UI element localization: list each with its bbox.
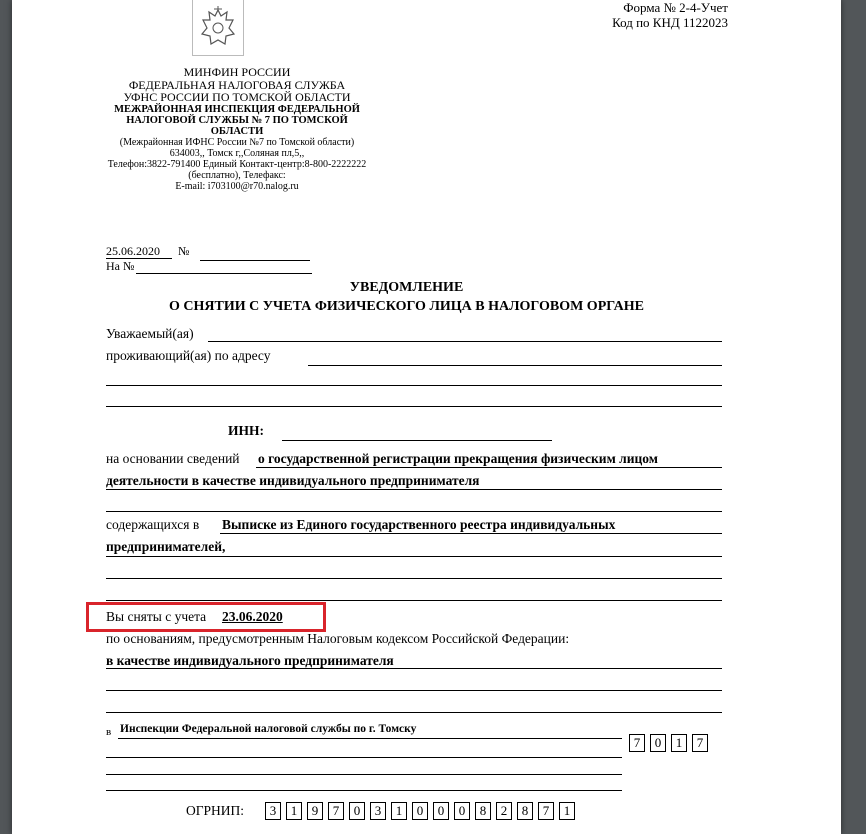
- removal-date: 23.06.2020: [222, 609, 283, 624]
- ministry-name: МИНФИН РОССИИ: [183, 65, 291, 79]
- inspection-line-1: МЕЖРАЙОННАЯ ИНСПЕКЦИЯ ФЕДЕРАЛЬНОЙ: [114, 103, 360, 115]
- ogrnip-digit: 8: [475, 802, 491, 820]
- removed-label: Вы сняты с учета: [106, 609, 207, 624]
- knd-code: Код по КНД 1122023: [612, 15, 728, 30]
- ogrnip-digit: 0: [433, 802, 449, 820]
- ogrnip-digit: 8: [517, 802, 533, 820]
- inspection-fax: (бесплатно), Телефакс:: [188, 169, 286, 181]
- service-name: ФЕДЕРАЛЬНАЯ НАЛОГОВАЯ СЛУЖБА: [128, 77, 346, 92]
- authority-block: [72, 66, 402, 192]
- ogrnip-digit: 7: [538, 802, 554, 820]
- number-label: №: [178, 244, 190, 258]
- ogrnip-digit: 7: [328, 802, 344, 820]
- inspection-line-2: НАЛОГОВОЙ СЛУЖБЫ № 7 ПО ТОМСКОЙ: [126, 114, 348, 126]
- ogrnip-digit: 3: [265, 802, 281, 820]
- address-label: проживающий(ая) по адресу: [106, 348, 271, 363]
- basis-line-1: о государственной регистрации прекращения физическим лицом: [258, 451, 658, 466]
- grounds-text: по основаниям, предусмотренным Налоговым кодексом Российской Федерации:: [106, 631, 570, 646]
- inspection-address: 634003,, Томск г,,Соляная пл,5,,: [169, 147, 305, 159]
- document-date: 25.06.2020: [106, 244, 160, 258]
- ogrnip-label: ОГРНИП:: [186, 803, 245, 818]
- reference-label: На №: [106, 259, 135, 273]
- form-identifier: [612, 0, 728, 30]
- contained-line-2: предпринимателей,: [106, 539, 226, 554]
- ogrnip-digit: 2: [496, 802, 512, 820]
- inspection-line-3: ОБЛАСТИ: [210, 125, 264, 137]
- basis-label: на основании сведений: [106, 451, 240, 466]
- ogrnip-digit: 9: [307, 802, 323, 820]
- in-label: в: [106, 726, 112, 738]
- dear-label: Уважаемый(ая): [106, 326, 194, 341]
- regional-office: УФНС РОССИИ ПО ТОМСКОЙ ОБЛАСТИ: [123, 90, 351, 104]
- ogrnip-digit: 1: [286, 802, 302, 820]
- capacity-text: в качестве индивидуального предпринимателя: [106, 653, 394, 668]
- document-title: УВЕДОМЛЕНИЕ: [349, 280, 464, 295]
- ogrnip-digit: 1: [391, 802, 407, 820]
- contained-label: содержащихся в: [106, 517, 200, 532]
- inspection-name: Инспекции Федеральной налоговой службы по г. Томску: [120, 723, 417, 735]
- ogrnip-digit: 0: [412, 802, 428, 820]
- document-subtitle: О СНЯТИИ С УЧЕТА ФИЗИЧЕСКОГО ЛИЦА В НАЛОГОВОМ ОРГАНЕ: [169, 299, 644, 314]
- contained-line-1: Выписке из Единого государственного реестра индивидуальных: [222, 517, 616, 532]
- form-number: Форма № 2-4-Учет: [623, 0, 728, 15]
- code-digit: 0: [650, 734, 666, 752]
- ogrnip-digit: 0: [454, 802, 470, 820]
- inspection-code: [630, 734, 708, 752]
- coat-of-arms-icon: [192, 0, 244, 56]
- document-page: [12, 0, 841, 834]
- code-digit: 7: [629, 734, 645, 752]
- inspection-phone: Телефон:3822-791400 Единый Контакт-центр:8-800-2222222: [107, 158, 367, 170]
- ogrnip-digit: 0: [349, 802, 365, 820]
- code-digit: 1: [671, 734, 687, 752]
- inn-label: ИНН:: [228, 423, 264, 438]
- inspection-email: E-mail: i703100@r70.nalog.ru: [175, 180, 299, 192]
- ogrnip-digit: 1: [559, 802, 575, 820]
- basis-line-2: деятельности в качестве индивидуального предпринимателя: [106, 473, 480, 488]
- ogrnip-digits: [266, 802, 575, 820]
- ogrnip-digit: 3: [370, 802, 386, 820]
- code-digit: 7: [692, 734, 708, 752]
- inspection-short-name: (Межрайонная ИФНС России №7 по Томской области): [119, 136, 355, 148]
